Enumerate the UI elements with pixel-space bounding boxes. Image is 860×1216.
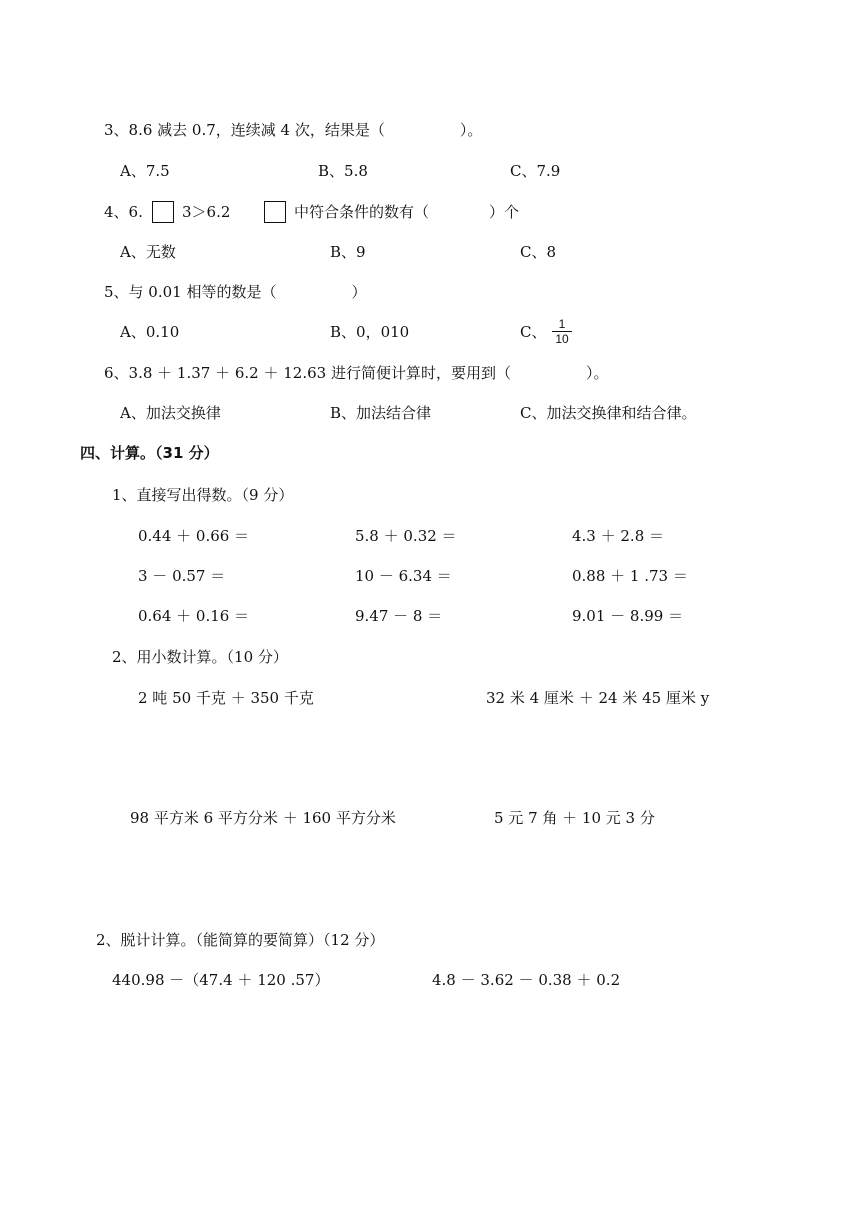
simplify-problem: 440.98 －（47.4 ＋ 120 .57） xyxy=(112,971,330,989)
part1-title: 1、直接写出得数。（9 分） xyxy=(112,486,294,504)
part3-title: 2、脱计计算。（能简算的要简算）（12 分） xyxy=(96,931,385,949)
section-4-title: 四、计算。（31 分） xyxy=(80,444,219,462)
calc-item: 9.47 － 8 ＝ xyxy=(355,607,443,625)
q3-option-c: C、7.9 xyxy=(510,162,561,180)
q4-suffix: 中符合条件的数有（ ）个 xyxy=(294,203,520,221)
q6-stem: 6、3.8 ＋ 1.37 ＋ 6.2 ＋ 12.63 进行简便计算时，要用到（ ）。 xyxy=(104,364,609,382)
unit-problem: 5 元 7 角 ＋ 10 元 3 分 xyxy=(494,809,655,827)
fraction-numerator: 1 xyxy=(558,317,566,331)
part2-title: 2、用小数计算。（10 分） xyxy=(112,648,288,666)
calc-item: 3 － 0.57 ＝ xyxy=(138,567,226,585)
calc-item: 9.01 － 8.99 ＝ xyxy=(572,607,684,625)
calc-item: 5.8 ＋ 0.32 ＝ xyxy=(355,527,457,545)
q4-prefix: 4、6. xyxy=(104,203,143,221)
calc-item: 0.64 ＋ 0.16 ＝ xyxy=(138,607,250,625)
simplify-problem: 4.8 － 3.62 － 0.38 ＋ 0.2 xyxy=(432,971,621,989)
q3-option-a: A、7.5 xyxy=(120,162,170,180)
q5-option-a: A、0.10 xyxy=(120,323,180,341)
q5-option-c: C、 xyxy=(520,323,547,341)
q4-middle: 3＞6.2 xyxy=(182,203,231,221)
calc-item: 4.3 ＋ 2.8 ＝ xyxy=(572,527,665,545)
fraction-denominator: 10 xyxy=(555,332,569,346)
q5-fraction xyxy=(551,318,573,345)
calc-item: 10 － 6.34 ＝ xyxy=(355,567,452,585)
q6-option-b: B、加法结合律 xyxy=(330,404,432,422)
q4-option-a: A、无数 xyxy=(120,243,176,261)
unit-problem: 32 米 4 厘米 ＋ 24 米 45 厘米 y xyxy=(486,689,710,707)
q5-stem: 5、与 0.01 相等的数是（ ） xyxy=(104,283,367,301)
q4-option-b: B、9 xyxy=(330,243,366,261)
calc-item: 0.88 ＋ 1 .73 ＝ xyxy=(572,567,688,585)
q5-option-b: B、0，010 xyxy=(330,323,410,341)
q4-blank-box-2 xyxy=(264,201,286,223)
q3-stem: 3、8.6 减去 0.7，连续减 4 次，结果是（ ）。 xyxy=(104,121,483,139)
unit-problem: 2 吨 50 千克 ＋ 350 千克 xyxy=(138,689,314,707)
q6-option-c: C、加法交换律和结合律。 xyxy=(520,404,697,422)
unit-problem: 98 平方米 6 平方分米 ＋ 160 平方分米 xyxy=(130,809,396,827)
q3-option-b: B、5.8 xyxy=(318,162,368,180)
q6-option-a: A、加法交换律 xyxy=(120,404,221,422)
calc-item: 0.44 ＋ 0.66 ＝ xyxy=(138,527,250,545)
q4-option-c: C、8 xyxy=(520,243,557,261)
q4-blank-box-1 xyxy=(152,201,174,223)
